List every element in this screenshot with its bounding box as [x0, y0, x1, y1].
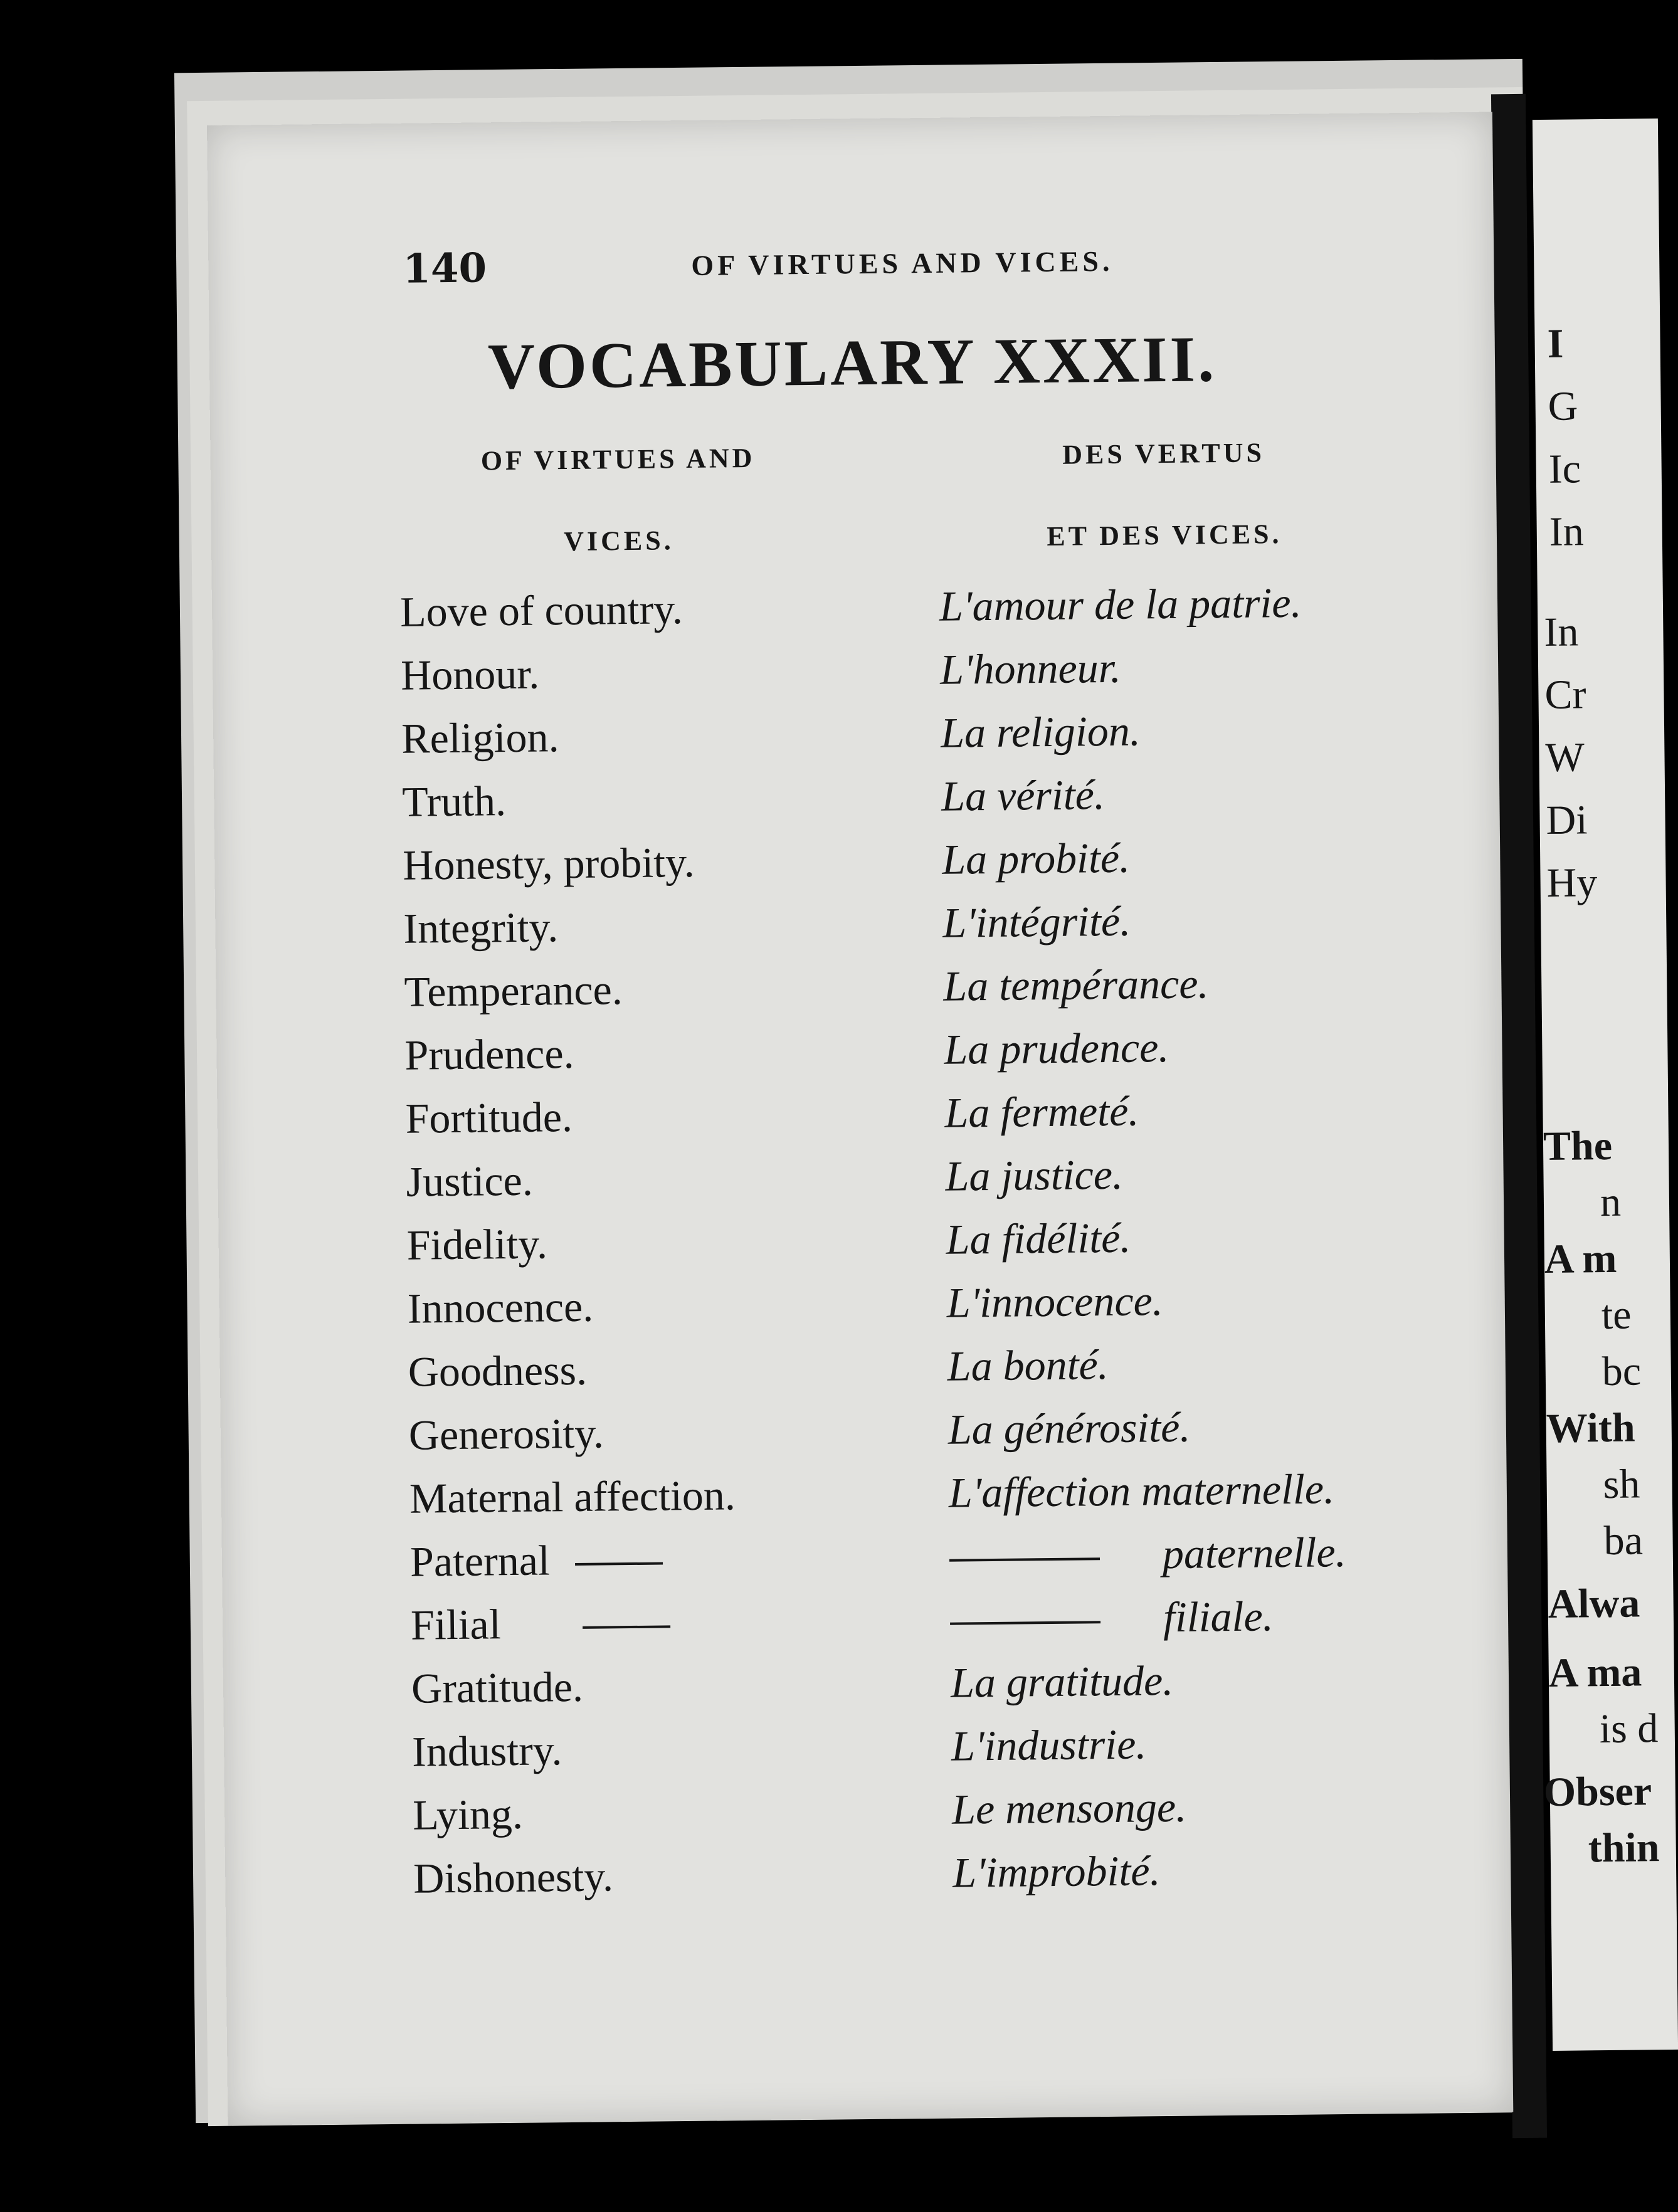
facing-fragment: Hy [1546, 860, 1598, 906]
ditto-dash [583, 1626, 670, 1629]
french-term: Le mensonge. [951, 1783, 1187, 1833]
english-term: Maternal affection. [409, 1471, 736, 1522]
vocabulary-row [408, 1399, 1462, 1474]
facing-fragment: In [1549, 508, 1585, 555]
running-head [403, 235, 1394, 293]
vocabulary-row [409, 1463, 1464, 1537]
facing-fragment: sh [1603, 1461, 1640, 1508]
vocabulary-row [403, 893, 1457, 967]
vocabulary-row [404, 956, 1458, 1031]
vocabulary-row [401, 640, 1455, 714]
english-term: Truth. [401, 777, 507, 826]
english-term: Temperance. [404, 966, 623, 1016]
vocabulary-row [412, 1716, 1466, 1791]
running-title: OF VIRTUES AND VICES. [691, 245, 1114, 282]
vocabulary-row [411, 1589, 1465, 1664]
vocabulary-row [406, 1209, 1460, 1284]
french-term: L'intégrité. [942, 897, 1131, 947]
column-header-english-line-2: VICES. [563, 525, 674, 557]
vocabulary-row [403, 830, 1457, 904]
column-header-french-line-2: ET DES VICES. [1047, 519, 1282, 552]
french-term: La fidélité. [946, 1213, 1131, 1263]
french-term: L'industrie. [951, 1720, 1147, 1770]
french-term: La tempérance. [943, 959, 1209, 1010]
french-term: paternelle. [1162, 1528, 1347, 1578]
french-term: La générosité. [947, 1403, 1191, 1453]
facing-page-fragment [1533, 118, 1678, 2051]
facing-fragment: The [1543, 1122, 1613, 1170]
english-term: Prudence. [404, 1029, 574, 1079]
facing-fragment: is d [1599, 1705, 1659, 1752]
english-term: Generosity. [408, 1409, 604, 1459]
french-term: La vérité. [941, 771, 1105, 820]
vocabulary-row [404, 1019, 1459, 1094]
english-term: Fortitude. [405, 1092, 573, 1142]
french-term-with-dash [949, 1527, 1346, 1581]
facing-fragment: With [1546, 1404, 1635, 1452]
french-term-with-dash [950, 1591, 1274, 1644]
french-term: La bonté. [947, 1340, 1109, 1390]
french-term: L'affection maternelle. [948, 1465, 1335, 1517]
english-term-with-dash [411, 1598, 670, 1650]
english-term: Industry. [411, 1726, 562, 1776]
english-term: Goodness. [408, 1346, 588, 1396]
ditto-dash [949, 1558, 1100, 1562]
facing-fragment: te [1601, 1292, 1632, 1339]
facing-fragment: I [1547, 320, 1564, 367]
vocabulary-row [405, 1083, 1459, 1157]
ditto-dash [575, 1562, 663, 1566]
english-term: Integrity. [403, 903, 559, 952]
french-term: La probité. [941, 833, 1131, 883]
vocabulary-row [402, 766, 1456, 841]
facing-fragment: Di [1546, 797, 1588, 843]
english-term: Religion. [401, 713, 559, 762]
facing-fragment: In [1544, 609, 1579, 655]
vocabulary-row [408, 1336, 1462, 1411]
column-header-french-line-1: DES VERTUS [1062, 437, 1265, 470]
french-term: filiale. [1163, 1592, 1274, 1641]
facing-fragment: Cr [1544, 672, 1586, 718]
vocabulary-row [407, 1273, 1461, 1347]
facing-fragment: G [1548, 383, 1578, 429]
facing-fragment: Ic [1548, 446, 1581, 492]
english-term: Honesty, probity. [402, 838, 695, 889]
french-term: L'honneur. [939, 643, 1122, 693]
english-term: Fidelity. [406, 1219, 548, 1269]
facing-fragment: A m [1544, 1235, 1617, 1283]
vocabulary-row [413, 1843, 1467, 1917]
column-header-english [417, 439, 820, 606]
book-page [207, 112, 1513, 2125]
vocabulary-row [401, 703, 1455, 777]
french-term: La gratitude. [950, 1656, 1174, 1707]
facing-fragment: Obser [1543, 1768, 1652, 1816]
vocabulary-list [400, 576, 1467, 1917]
french-term: La religion. [940, 707, 1141, 757]
facing-page-text [1533, 118, 1678, 2051]
english-term: Innocence. [407, 1282, 594, 1332]
french-term: L'innocence. [946, 1277, 1164, 1327]
french-term: L'amour de la patrie. [939, 578, 1302, 630]
column-header-french [937, 433, 1391, 601]
facing-fragment: bc [1601, 1348, 1642, 1395]
english-term: Love of country. [399, 585, 683, 636]
facing-fragment: A ma [1548, 1649, 1642, 1696]
french-term: La justice. [945, 1150, 1124, 1200]
english-term: Gratitude. [411, 1662, 584, 1712]
french-term: L'improbité. [952, 1846, 1161, 1897]
english-term: Lying. [412, 1789, 524, 1839]
facing-fragment: thin [1588, 1825, 1660, 1872]
french-term: La prudence. [944, 1023, 1169, 1073]
column-header-english-line-1: OF VIRTUES AND [480, 442, 756, 477]
english-term: Honour. [400, 650, 540, 699]
facing-fragment: n [1600, 1179, 1622, 1226]
english-term: Dishonesty. [413, 1852, 614, 1902]
english-term: Justice. [406, 1156, 534, 1206]
facing-fragment: ba [1603, 1517, 1644, 1564]
english-term: Paternal [409, 1536, 551, 1586]
page-number: 140 [403, 245, 487, 293]
facing-fragment: Alwa [1548, 1580, 1640, 1627]
page-content [207, 112, 1513, 2125]
vocabulary-row [413, 1779, 1467, 1854]
facing-fragment: W [1545, 734, 1585, 781]
english-term: Filial [410, 1600, 502, 1649]
ditto-dash [950, 1621, 1100, 1626]
vocabulary-row [410, 1526, 1464, 1601]
vocabulary-row [400, 576, 1454, 651]
vocabulary-row [411, 1653, 1465, 1727]
vocabulary-row [406, 1146, 1460, 1221]
english-term-with-dash [410, 1535, 663, 1587]
french-term: La fermeté. [944, 1087, 1139, 1137]
vocabulary-title: VOCABULARY XXXII. [487, 323, 1217, 403]
